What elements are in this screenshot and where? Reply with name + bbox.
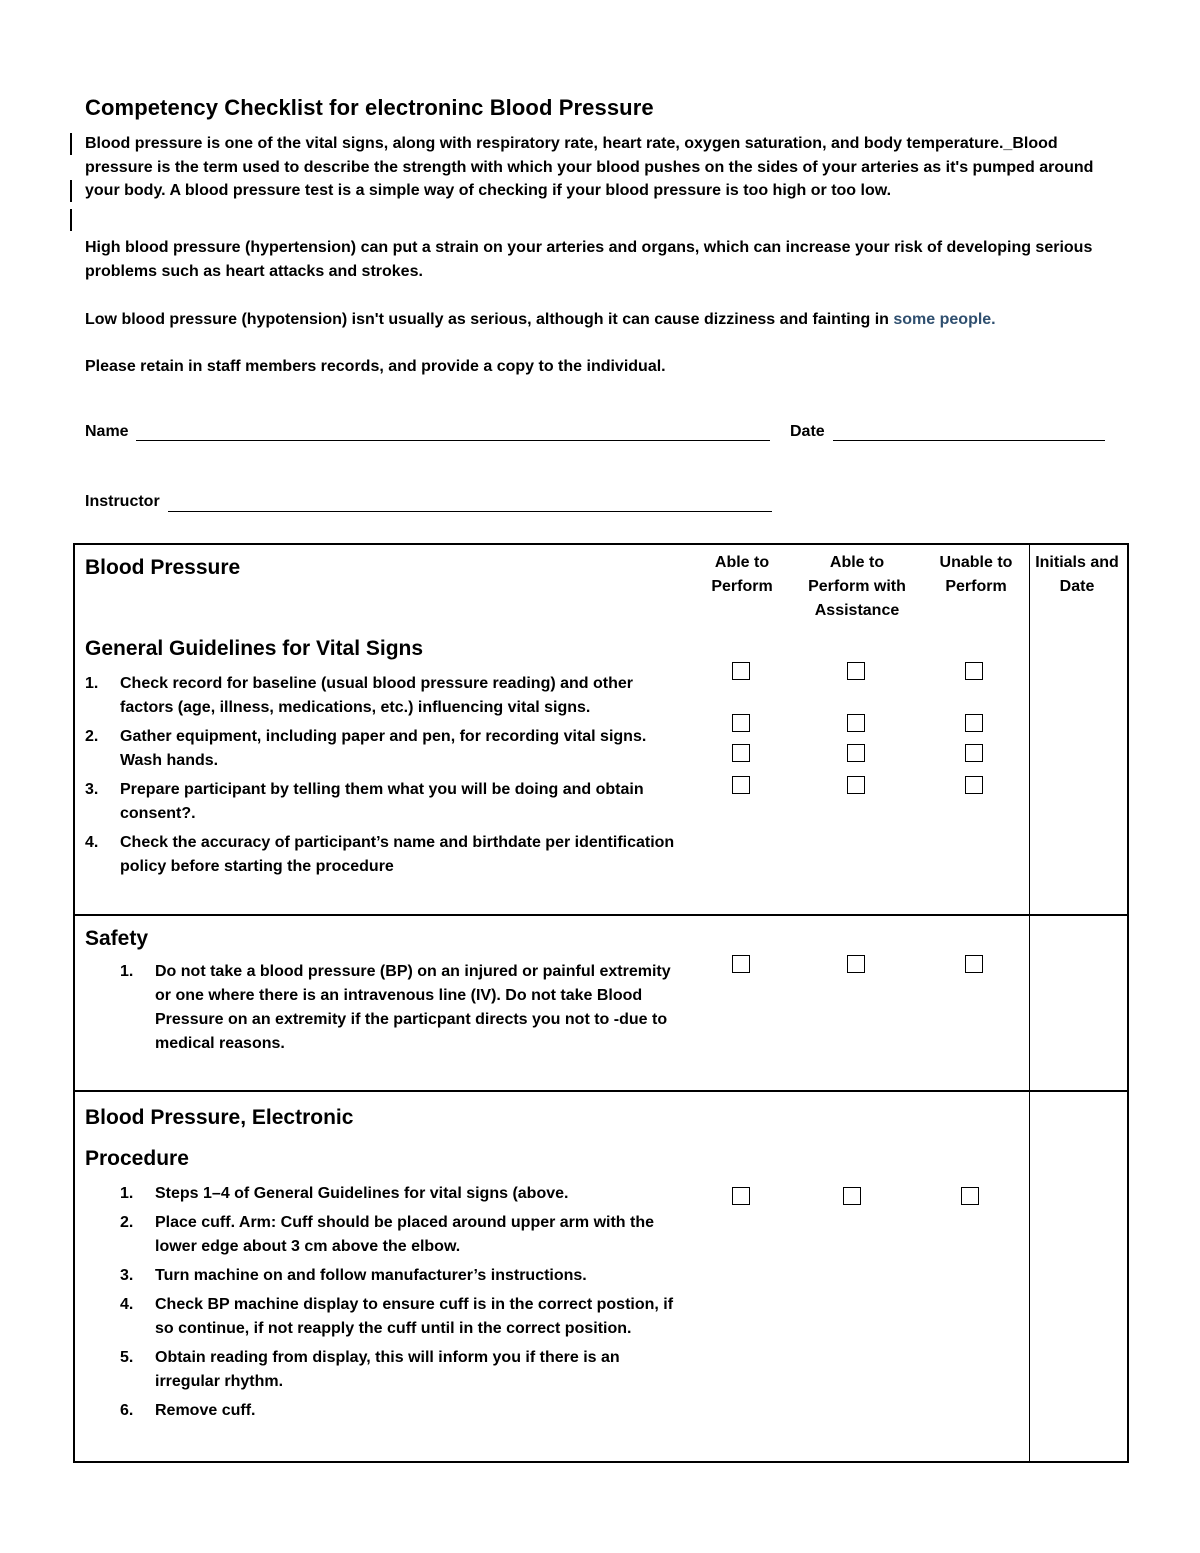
revision-mark xyxy=(70,209,72,231)
electronic-heading: Blood Pressure, Electronic xyxy=(85,1106,354,1129)
item-number: 4. xyxy=(85,834,99,851)
document-title: Competency Checklist for electroninc Blood Pressure xyxy=(85,95,654,120)
checkbox-safety-able[interactable] xyxy=(732,955,750,973)
procedure-heading: Procedure xyxy=(85,1147,189,1170)
general-guidelines-list xyxy=(85,672,675,884)
item-text: Turn machine on and follow manufacturer’s instructions. xyxy=(155,1267,587,1284)
checkbox-general-2-unable[interactable] xyxy=(965,714,983,732)
checkbox-general-4-unable[interactable] xyxy=(965,776,983,794)
safety-list xyxy=(120,960,676,1061)
item-number: 6. xyxy=(120,1402,134,1419)
checkbox-general-4-able[interactable] xyxy=(732,776,750,794)
item-text: Prepare participant by telling them what you will be doing and obtain consent?. xyxy=(120,781,644,822)
list-item xyxy=(120,1182,680,1206)
checkbox-general-3-unable[interactable] xyxy=(965,744,983,762)
safety-heading: Safety xyxy=(85,927,149,950)
item-number: 3. xyxy=(85,781,99,798)
list-item xyxy=(85,831,675,879)
initials-cell-general[interactable] xyxy=(1029,544,1128,915)
intro-paragraph-3-tail: some people. xyxy=(893,311,996,328)
item-text: Remove cuff. xyxy=(155,1402,256,1419)
procedure-list xyxy=(120,1182,680,1428)
list-item xyxy=(120,1264,680,1288)
intro-paragraph-3-main: Low blood pressure (hypotension) isn't usually as serious, although it can cause dizziness and fainting in xyxy=(85,311,894,328)
list-item xyxy=(120,1293,680,1341)
section-title: Blood Pressure xyxy=(85,556,241,579)
date-label: Date xyxy=(790,423,825,440)
item-number: 1. xyxy=(120,1185,134,1202)
item-number: 2. xyxy=(85,728,99,745)
list-item xyxy=(85,778,675,826)
general-guidelines-heading: General Guidelines for Vital Signs xyxy=(85,637,424,660)
checkbox-electronic-able[interactable] xyxy=(732,1187,750,1205)
item-number: 1. xyxy=(85,675,99,692)
item-text: Check BP machine display to ensure cuff is in the correct postion, if so continue, if not reapply the cuff until in the correct position. xyxy=(155,1296,674,1337)
intro-paragraph-2: High blood pressure (hypertension) can put a strain on your arteries and organs, which can increase your risk of developing serious problems such as heart attacks and strokes. xyxy=(85,239,1093,280)
column-initials-and-date: Initials and Date xyxy=(1035,554,1119,595)
retain-instruction: Please retain in staff members records, and provide a copy to the individual. xyxy=(85,358,666,375)
revision-mark xyxy=(70,180,72,202)
item-number: 5. xyxy=(120,1349,134,1366)
checkbox-general-1-unable[interactable] xyxy=(965,662,983,680)
checkbox-electronic-assist[interactable] xyxy=(843,1187,861,1205)
initials-cell-safety[interactable] xyxy=(1029,915,1128,1091)
checkbox-general-1-able[interactable] xyxy=(732,662,750,680)
date-field[interactable] xyxy=(833,440,1105,441)
item-text: Do not take a blood pressure (BP) on an injured or painful extremity or one where there is an intravenous line (IV). Do not take Blood Pressure on an extremity if the particpant directs you not to -due to medical reasons. xyxy=(155,963,671,1052)
column-unable-to-perform: Unable to Perform xyxy=(939,554,1013,595)
item-number: 1. xyxy=(120,963,134,980)
item-text: Place cuff. Arm: Cuff should be placed around upper arm with the lower edge about 3 cm above the elbow. xyxy=(155,1214,655,1255)
item-number: 3. xyxy=(120,1267,134,1284)
checkbox-safety-assist[interactable] xyxy=(847,955,865,973)
checkbox-general-3-able[interactable] xyxy=(732,744,750,762)
name-field[interactable] xyxy=(136,440,770,441)
list-item xyxy=(120,1211,680,1259)
checkbox-general-1-assist[interactable] xyxy=(847,662,865,680)
checkbox-general-4-assist[interactable] xyxy=(847,776,865,794)
list-item xyxy=(85,725,675,773)
intro-paragraph-3 xyxy=(85,308,1115,332)
item-text: Steps 1–4 of General Guidelines for vital signs (above. xyxy=(155,1185,569,1202)
checkbox-general-2-assist[interactable] xyxy=(847,714,865,732)
checkbox-general-2-able[interactable] xyxy=(732,714,750,732)
item-number: 2. xyxy=(120,1214,134,1231)
checkbox-electronic-unable[interactable] xyxy=(961,1187,979,1205)
checkbox-general-3-assist[interactable] xyxy=(847,744,865,762)
column-able-with-assistance: Able to Perform with Assistance xyxy=(808,554,906,619)
item-text: Check the accuracy of participant’s name and birthdate per identification policy before starting the procedure xyxy=(120,834,675,875)
initials-cell-electronic[interactable] xyxy=(1029,1091,1128,1462)
name-label: Name xyxy=(85,423,129,440)
checkbox-safety-unable[interactable] xyxy=(965,955,983,973)
list-item xyxy=(120,1399,680,1423)
intro-paragraph-1: Blood pressure is one of the vital signs, along with respiratory rate, heart rate, oxygen saturation, and body temperature._Blood pressure is the term used to describe the strength with which your blood pushes on the sides of your arteries as it's pumped around your body. A blood pressure test is a simple way of checking if your blood pressure is too high or too low. xyxy=(85,135,1094,199)
instructor-label: Instructor xyxy=(85,493,160,510)
item-number: 4. xyxy=(120,1296,134,1313)
column-able-to-perform: Able to Perform xyxy=(711,554,773,595)
item-text: Gather equipment, including paper and pen, for recording vital signs. Wash hands. xyxy=(120,728,647,769)
item-text: Check record for baseline (usual blood pressure reading) and other factors (age, illness, medications, etc.) influencing vital signs. xyxy=(120,675,633,716)
list-item xyxy=(120,960,676,1056)
list-item xyxy=(120,1346,680,1394)
list-item xyxy=(85,672,675,720)
instructor-field[interactable] xyxy=(168,511,772,512)
revision-mark xyxy=(70,133,72,155)
item-text: Obtain reading from display, this will inform you if there is an irregular rhythm. xyxy=(155,1349,620,1390)
